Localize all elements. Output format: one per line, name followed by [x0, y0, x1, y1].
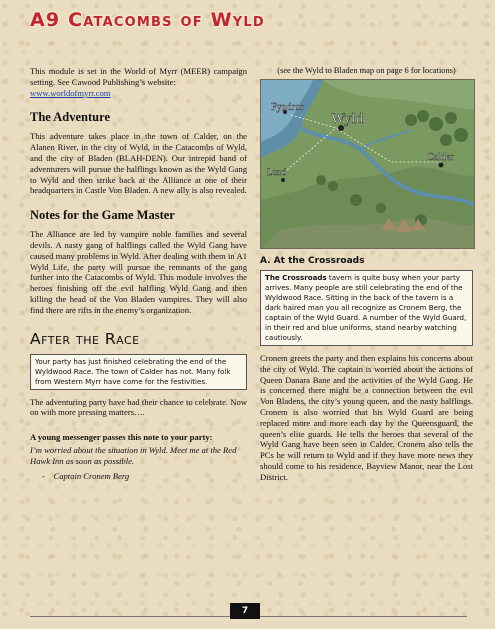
region-map: [260, 79, 475, 249]
adventure-heading: The Adventure: [30, 110, 110, 125]
adventure-paragraph: This adventure takes place in the town of Calder, on the Alanen River, in the city of Wyld, in the Catacombs of Wyld, and the city of Bladen (BLAH-DEN). Our intrepid band of adventurers will pursue the halflings known as the Wyld Gang to Wyld and then strike back at the Alliance at one of their headquarters in Castle Von Bladen. A new ally is also revealed.: [30, 131, 247, 196]
crossroads-heading: A. At the Crossroads: [260, 256, 365, 266]
page-number: 7: [230, 603, 260, 619]
map-label-calder: Calder: [427, 152, 454, 163]
intro-paragraph: [30, 66, 247, 98]
crossroads-paragraph: Cronem greets the party and then explains his concerns about the city of Wyld. The captain is worried about the actions of Queen Danara Bane and the activities of the Wyld Gang. He is concerned there might be a connection between the evil Von Bladens, the city’s young queen, and the nasty halflings. Cronem is also worried that his Wyld Guard are being replaced more and more each day by the Queensguard, the queen’s elite guards. He tells the heroes that several of the Wyld Gang have been seen in Calder. Cronem also tells the PCs he will return to Wyld and if they have more news they should come to his residence, Bayview Manor, near the Lost District.: [260, 353, 473, 482]
read-aloud-box-race: Your party has just finished celebrating the end of the Wyldwood Race. The town of Calder has not. Many folk from Western Myrr have come for the festivities.: [30, 354, 247, 390]
signature-dash: -: [42, 470, 45, 481]
map-label-lund: Lund: [267, 167, 286, 177]
read-aloud-box-crossroads: [260, 270, 473, 346]
messenger-note-text: I’m worried about the situation in Wyld. Meet me at the Red Hawk Inn as soon as possible.: [30, 445, 237, 466]
gm-notes-paragraph: The Alliance are led by vampire noble families and several devils. A nasty gang of halflings called the Wyld Gang have caused many problems in Wyld. After dealing with them in A1 Wyld Life, the party will pursue the remnants of the gang further into the Catacombs of Wyld. This module involves the heroes finishing off the evil halfling Wyld Gang and then killing the head of the Von Bladen vampires. They will also find there are rifts in the enemy’s organization.: [30, 229, 247, 315]
signature-name: Captain Cronem Berg: [53, 470, 130, 481]
map-label-fyndros: Fyndros: [271, 102, 304, 113]
map-label-wyld: Wyld: [331, 111, 364, 127]
intro-text: This module is set in the World of Myrr (MEER) campaign setting. See Cawood Publishing’s website:: [30, 66, 247, 87]
crossroads-box-text: tavern is quite busy when your party arrives. Many people are still celebrating the end of the Wyldwood Race. Sitting in the back of the tavern is a dark haired man you all recognize as Cronem Berg, the captain of the Wyld Guard. A number of the Wyld Guard, in their red and blue uniforms, stand nearby watching cautiously.: [265, 273, 467, 342]
messenger-note-heading: A young messenger passes this note to your party:: [30, 432, 213, 443]
left-column: [30, 66, 247, 481]
page-title: A9 Catacombs of Wyld: [30, 9, 265, 31]
crossroads-box-bold: The Crossroads: [265, 273, 327, 282]
after-race-paragraph: The adventuring party have had their chance to celebrate. Now on with more pressing matters….: [30, 396, 247, 418]
note-signature: [42, 471, 247, 481]
gm-notes-heading: Notes for the Game Master: [30, 208, 175, 223]
right-column: [260, 66, 473, 489]
website-link[interactable]: www.worldofmyrr.com: [30, 87, 111, 98]
after-the-race-heading: After the Race: [30, 329, 140, 348]
map-caption: (see the Wyld to Bladen map on page 6 for locations): [277, 66, 456, 75]
